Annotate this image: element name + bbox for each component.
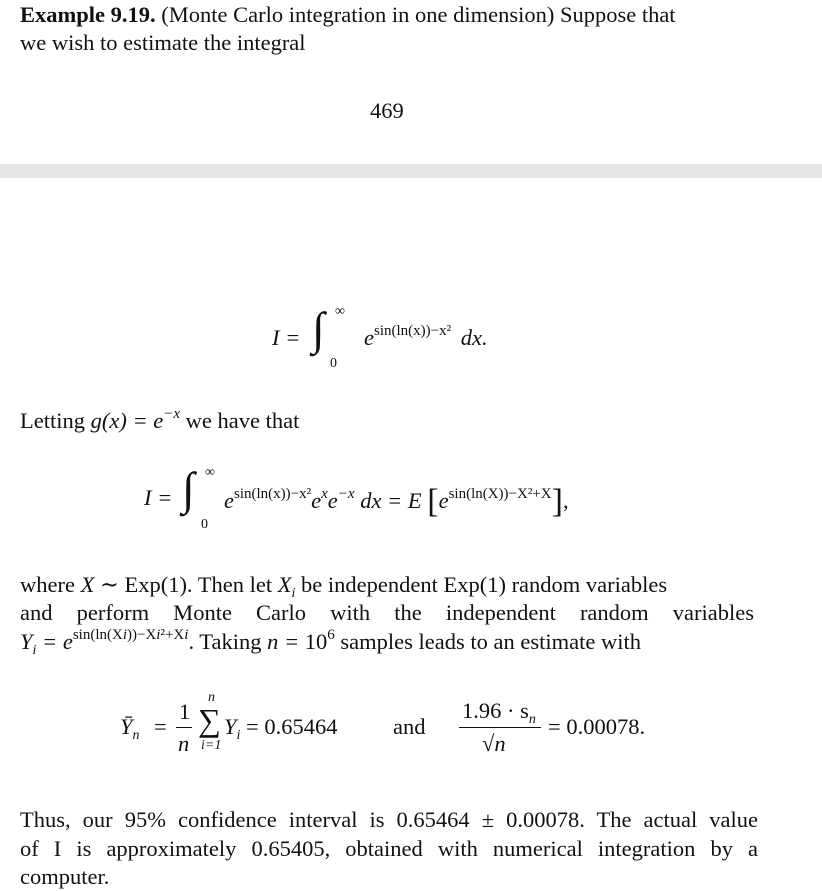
eq3-frac-line (176, 727, 192, 728)
eq3-equals: = (154, 714, 167, 739)
example-heading (20, 1, 760, 29)
eq2-lhs: I = (144, 485, 173, 510)
eq1-integrand: $e^{sin(ln(x))-x^2}$ dx. (364, 323, 488, 350)
page-number: 469 (370, 98, 404, 123)
para2-line1: where X ∼ Exp(1). Then let $X_i$ be independent Exp(1) random variables (20, 572, 668, 601)
eq1-lower-limit: 0 (330, 356, 337, 371)
eq3-ybar: $Ȳ_n$ (120, 714, 140, 743)
eq2-upper-limit: ∞ (205, 465, 215, 480)
eq3-sum-sign: ∑ (198, 702, 221, 738)
letting-line: Letting $g(x) = e^{-x}$ we have that (20, 406, 300, 433)
eq3-ci-line (459, 727, 541, 728)
eq1-upper-limit: ∞ (335, 304, 345, 319)
eq2-integrand: $e^{sin(ln(x))-x^2}e^xe^{-x}$ dx = E $[e^{sin(ln(X))-X^2+X}]$, (224, 483, 569, 520)
para2-line3: $Y_i = e^{sin(ln(Xi))-Xi^2+Xi}$. Taking $n = 10^6$ samples leads to an estimate with (20, 627, 641, 658)
eq3-sum-top: n (208, 690, 215, 705)
eq3-frac-den: n (178, 731, 190, 756)
eq3-ci-num: $1.96 \cdot s_n$ (462, 698, 536, 727)
eq2-integral-sign: ∫ (182, 463, 195, 514)
eq1-integral-sign: ∫ (312, 303, 325, 354)
page-separator (0, 164, 822, 178)
para2-line2: and perform Monte Carlo with the independent random variables (20, 600, 754, 625)
eq3-ci-den: √n (482, 731, 506, 756)
eq3-frac-num: 1 (179, 699, 191, 724)
eq1-lhs: I = (272, 325, 301, 350)
eq3-and: and (393, 714, 426, 739)
eq3-result: = 0.00078. (548, 714, 646, 739)
para3-line3: computer. (20, 864, 110, 889)
example-line2: we wish to estimate the integral (20, 30, 306, 55)
para3-line1: Thus, our 95% confidence interval is 0.65464 ± 0.00078. The actual value (20, 807, 758, 832)
para3-line2: of I is approximately 0.65405, obtained with numerical integration by a (20, 836, 758, 861)
example-label: Example 9.19. (20, 2, 156, 27)
eq3-sum-bottom: i=1 (201, 738, 222, 753)
example-title: (Monte Carlo integration in one dimension) Suppose that (161, 2, 676, 27)
eq2-lower-limit: 0 (201, 517, 208, 532)
eq3-mid: $Y_i = 0.65464$ (224, 714, 338, 743)
